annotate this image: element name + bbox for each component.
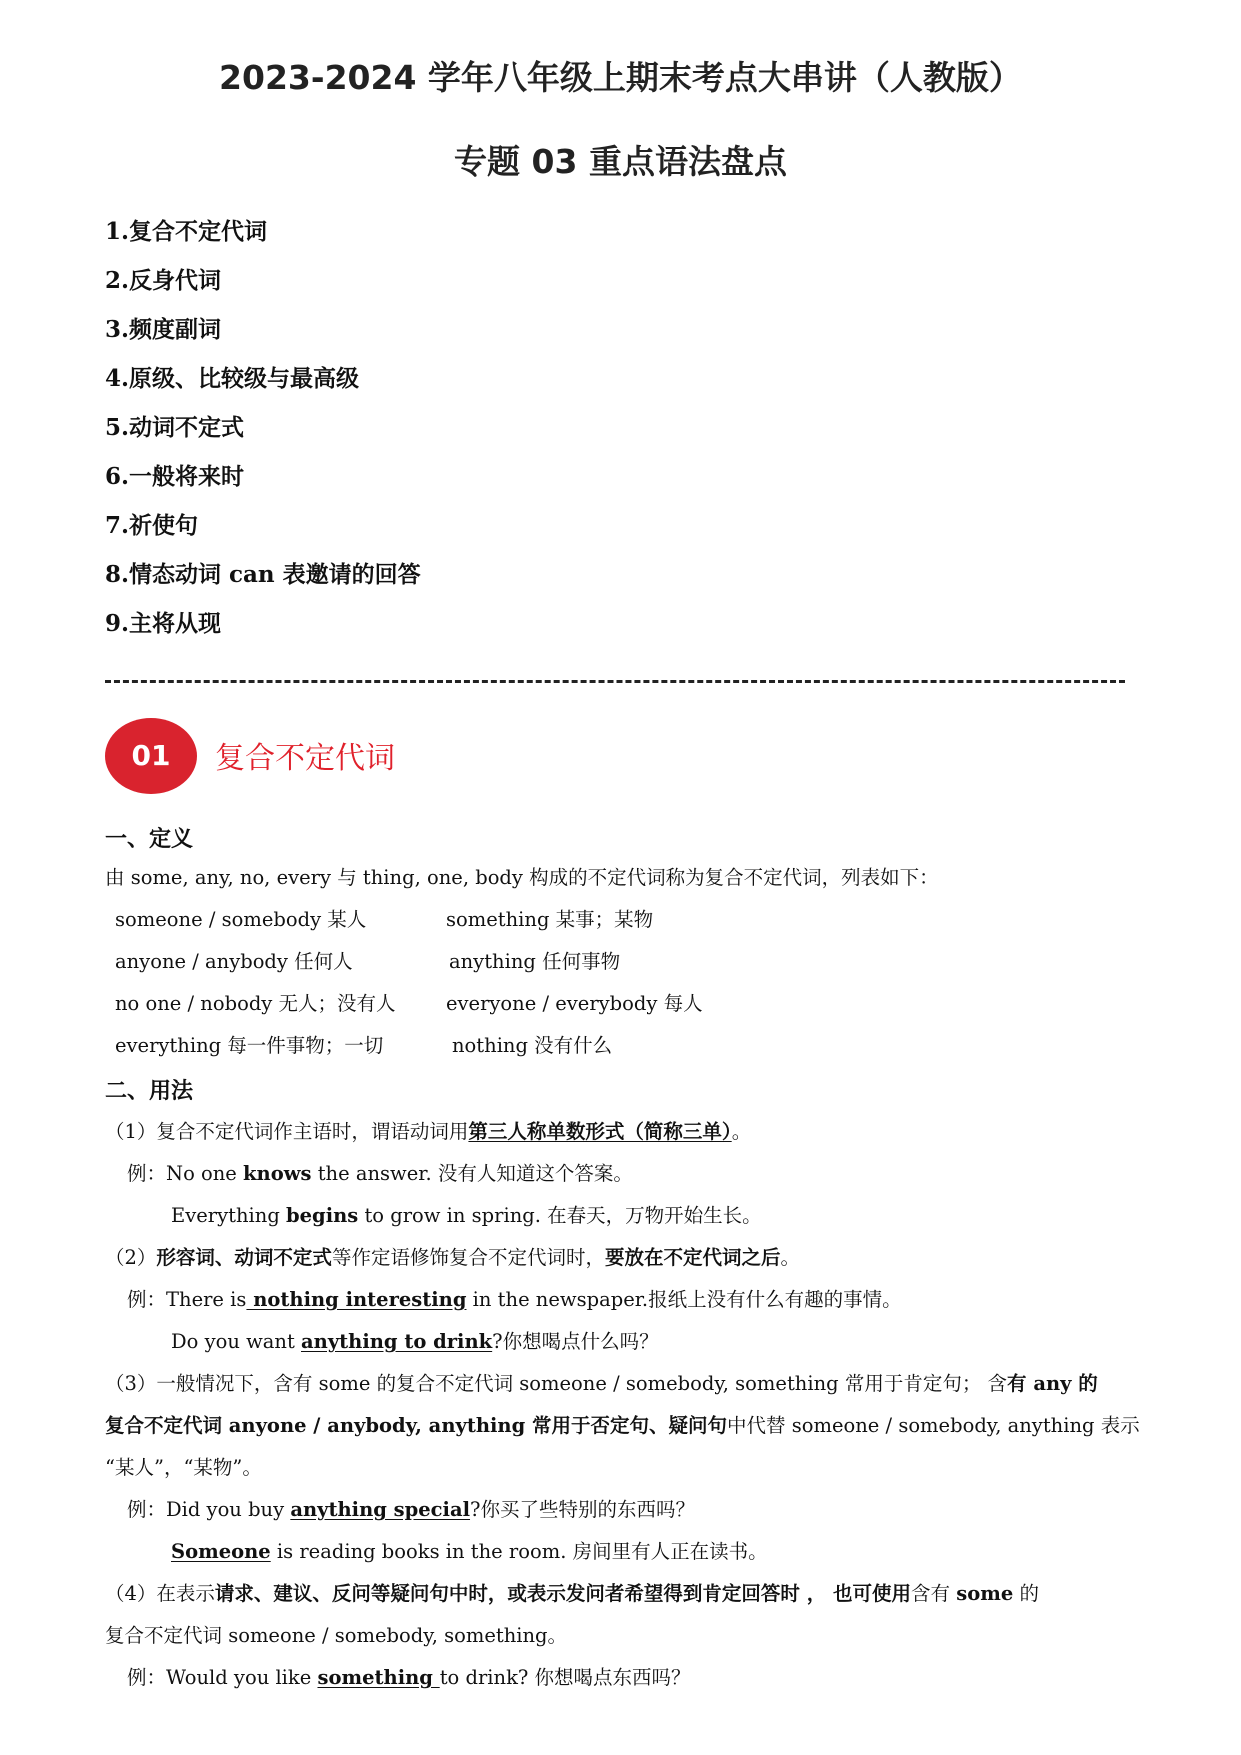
- table-cell: something 某事；某物: [446, 908, 654, 931]
- text-span: 例：Did you buy: [127, 1498, 291, 1521]
- text-span: 例：No one: [127, 1162, 244, 1185]
- example-sentence: [127, 1286, 902, 1314]
- toc-item: 7.祈使句: [105, 512, 199, 539]
- table-cell: anything 任何事物: [449, 950, 621, 973]
- usage-rule-4: [105, 1580, 1039, 1608]
- toc-item: 2.反身代词: [105, 267, 222, 294]
- text-span: （2）: [105, 1246, 157, 1269]
- emphasis: Someone: [171, 1540, 271, 1563]
- usage-rule-4-cont: 复合不定代词 someone / somebody, something。: [105, 1624, 568, 1647]
- example-sentence: [127, 1664, 691, 1692]
- emphasis: 请求、建议、反问等疑问句中时，或表示发问者希望得到肯定回答时 ， 也可使用: [214, 1582, 912, 1605]
- usage-rule-3-cont: [105, 1412, 1140, 1440]
- text-span: （3）一般情况下，含有 some 的复合不定代词 someone / somebody, something 常用于肯定句； 含: [105, 1372, 1008, 1395]
- text-span: 中代替 someone / somebody, anything 表示: [727, 1414, 1140, 1437]
- toc-item: 3.频度副词: [105, 316, 222, 343]
- emphasis: begins: [286, 1204, 359, 1227]
- usage-rule-2: [105, 1244, 800, 1272]
- emphasis: anything special: [290, 1498, 471, 1521]
- toc-item: 8.情态动词 can 表邀请的回答: [105, 561, 421, 588]
- text-span: （4）在表示: [105, 1582, 215, 1605]
- section-title: 复合不定代词: [215, 741, 395, 776]
- text-span: 。: [780, 1246, 800, 1269]
- emphasis: 形容词、动词不定式: [156, 1246, 332, 1269]
- toc-item: 1.复合不定代词: [105, 218, 268, 245]
- text-span: Everything: [171, 1204, 287, 1227]
- example-sentence: [127, 1160, 633, 1188]
- text-span: Do you want: [171, 1330, 301, 1353]
- emphasis: something: [317, 1666, 440, 1689]
- emphasis: some: [956, 1582, 1014, 1605]
- emphasis: 要放在不定代词之后: [604, 1246, 781, 1269]
- table-cell: anyone / anybody 任何人: [115, 950, 353, 973]
- example-sentence: [171, 1202, 762, 1230]
- toc-item: 5.动词不定式: [105, 414, 245, 441]
- usage-rule-1: [105, 1118, 751, 1146]
- table-of-contents: [105, 212, 421, 653]
- table-cell: everyone / everybody 每人: [446, 992, 703, 1015]
- table-cell: someone / somebody 某人: [115, 908, 367, 931]
- emphasis: knows: [243, 1162, 312, 1185]
- text-span: （1）复合不定代词作主语时，谓语动词用: [105, 1120, 469, 1143]
- section-number-badge: 01: [105, 718, 197, 794]
- example-sentence: [171, 1538, 768, 1566]
- text-span: is reading books in the room. 房间里有人正在读书。: [270, 1540, 768, 1563]
- emphasis: 第三人称单数形式（简称三单）: [468, 1120, 732, 1143]
- text-span: ?你想喝点什么吗？: [492, 1330, 659, 1353]
- document-subtitle: 专题 03 重点语法盘点: [454, 142, 787, 181]
- emphasis: 有 any 的: [1007, 1372, 1098, 1395]
- table-cell: no one / nobody 无人；没有人: [115, 992, 396, 1015]
- toc-item: 9.主将从现: [105, 610, 222, 637]
- emphasis: 复合不定代词 anyone / anybody, anything 常用于否定句、疑问句: [105, 1414, 728, 1437]
- text-span: 等作定语修饰复合不定代词时，: [331, 1246, 605, 1269]
- emphasis: nothing interesting: [246, 1288, 467, 1311]
- text-span: in the newspaper.报纸上没有什么有趣的事情。: [466, 1288, 902, 1311]
- table-cell: nothing 没有什么: [452, 1034, 613, 1057]
- usage-rule-3-cont: “某人”，“某物”。: [105, 1456, 262, 1479]
- definition-intro: 由 some, any, no, every 与 thing, one, body 构成的不定代词称为复合不定代词，列表如下：: [105, 866, 939, 889]
- emphasis: anything to drink: [301, 1330, 493, 1353]
- text-span: 含有: [911, 1582, 957, 1605]
- text-span: ?你买了些特别的东西吗？: [470, 1498, 695, 1521]
- toc-item: 6.一般将来时: [105, 463, 245, 490]
- table-cell: everything 每一件事物；一切: [115, 1034, 384, 1057]
- text-span: 的: [1013, 1582, 1039, 1605]
- text-span: 例：There is: [127, 1288, 247, 1311]
- text-span: 例：Would you like: [127, 1666, 318, 1689]
- usage-heading: 二、用法: [105, 1079, 194, 1104]
- text-span: to grow in spring. 在春天，万物开始生长。: [358, 1204, 762, 1227]
- example-sentence: [171, 1328, 659, 1356]
- text-span: 。: [731, 1120, 752, 1143]
- document-title: 2023-2024 学年八年级上期末考点大串讲（人教版）: [219, 58, 1022, 97]
- usage-rule-3: [105, 1370, 1098, 1398]
- definition-heading: 一、定义: [105, 827, 194, 852]
- text-span: to drink? 你想喝点东西吗？: [439, 1666, 691, 1689]
- dashed-divider: [105, 680, 1125, 683]
- text-span: the answer. 没有人知道这个答案。: [311, 1162, 633, 1185]
- example-sentence: [127, 1496, 695, 1524]
- toc-item: 4.原级、比较级与最高级: [105, 365, 360, 392]
